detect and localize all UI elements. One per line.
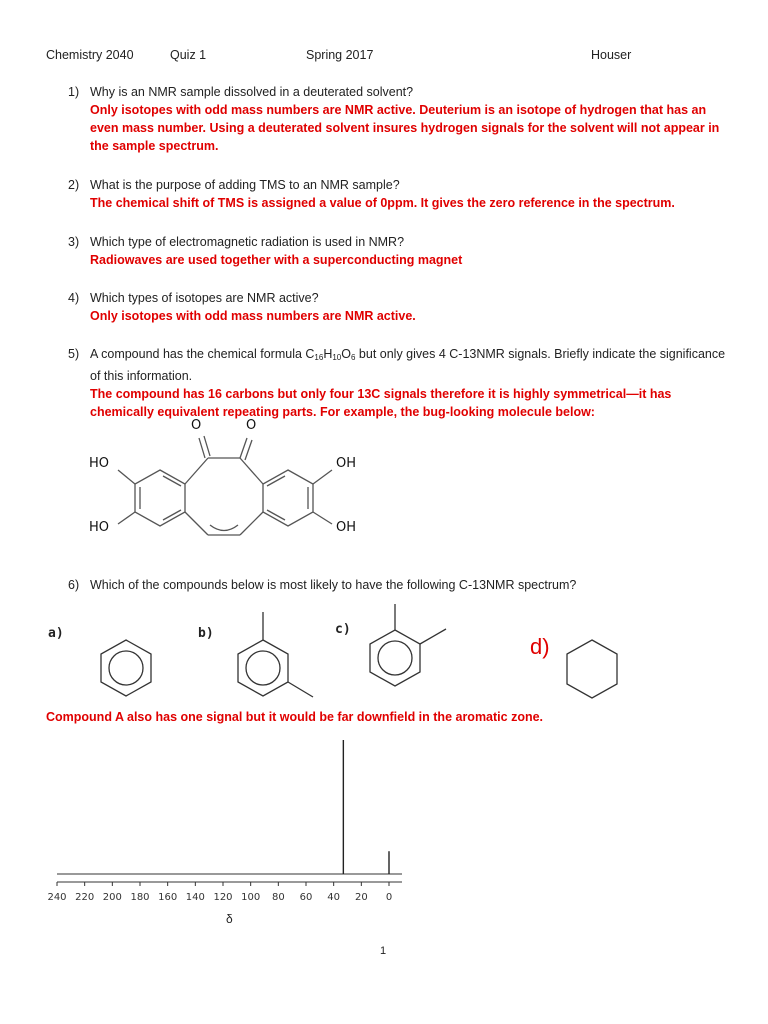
option-d-label: d)	[530, 634, 550, 659]
question-6-answer: Compound A also has one signal but it would be far downfield in the aromatic zone.	[46, 710, 544, 724]
x-tick-label: 60	[299, 892, 313, 903]
header-term: Spring 2017	[306, 48, 374, 62]
option-a-label: a)	[48, 626, 64, 641]
x-tick-label: 200	[102, 892, 122, 903]
x-tick-label: 120	[213, 892, 233, 903]
x-axis-label: δ	[226, 912, 233, 926]
question-text: Which types of isotopes are NMR active?	[90, 291, 319, 305]
hydroxyl-label: HO	[89, 520, 110, 535]
question-text: A compound has the chemical formula $C_{16}H_{10}O_6$ but only gives 4 C-13NMR signals. Briefly indicate the significance of this information.	[90, 347, 726, 383]
question-text: Why is an NMR sample dissolved in a deuterated solvent?	[90, 85, 414, 99]
x-tick-label: 240	[47, 892, 67, 903]
x-tick-label: 140	[185, 892, 205, 903]
answer-text: The chemical shift of TMS is assigned a value of 0ppm. It gives the zero reference in the spectrum.	[90, 196, 675, 210]
option-b-label: b)	[198, 626, 214, 641]
question-number: 6)	[68, 578, 80, 592]
x-tick-label: 0	[385, 892, 393, 903]
answer-text: Only isotopes with odd mass numbers are NMR active. Deuterium is an isotope of hydrogen that has an even mass number. Using a deuterated solvent insures hydrogen signals for the solvent will not appear in the sample spectrum.	[90, 103, 720, 153]
hydroxyl-label: HO	[89, 456, 110, 471]
question-text: What is the purpose of adding TMS to an NMR sample?	[90, 178, 400, 192]
x-tick-label: 40	[327, 892, 341, 903]
answer-text: Radiowaves are used together with a superconducting magnet	[90, 253, 463, 267]
option-c-label: c)	[335, 622, 351, 637]
oxygen-label: O	[191, 418, 202, 433]
x-tick-label: 220	[75, 892, 95, 903]
question-text: Which type of electromagnetic radiation is used in NMR?	[90, 235, 405, 249]
x-tick-label: 20	[354, 892, 368, 903]
page-number: 1	[380, 945, 387, 957]
oxygen-label: O	[246, 418, 257, 433]
x-tick-label: 180	[130, 892, 150, 903]
hydroxyl-label: OH	[336, 520, 357, 535]
question-text: Which of the compounds below is most likely to have the following C-13NMR spectrum?	[90, 578, 577, 592]
x-tick-label: 80	[271, 892, 285, 903]
question-number: 4)	[68, 291, 80, 305]
header-quiz: Quiz 1	[170, 48, 207, 62]
answer-text: The compound has 16 carbons but only four 13C signals therefore it is highly symmetrical—it has chemically equivalent repeating parts. For example, the bug-looking molecule below:	[90, 387, 672, 419]
x-tick-label: 160	[158, 892, 178, 903]
question-number: 3)	[68, 235, 80, 249]
x-tick-label: 100	[241, 892, 261, 903]
question-number: 1)	[68, 85, 80, 99]
header-course: Chemistry 2040	[46, 48, 134, 62]
question-number: 2)	[68, 178, 80, 192]
question-number: 5)	[68, 347, 80, 361]
header-instructor: Houser	[591, 48, 632, 62]
answer-text: Only isotopes with odd mass numbers are NMR active.	[90, 309, 416, 323]
hydroxyl-label: OH	[336, 456, 357, 471]
